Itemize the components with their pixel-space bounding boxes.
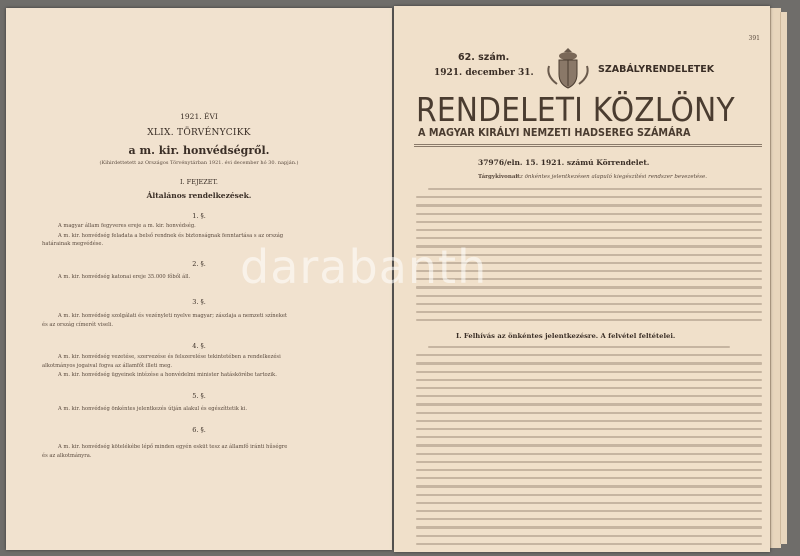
text-line <box>416 518 762 520</box>
section-4-text: alkotmányos jogaival fogva az államfőt illeti meg. <box>42 363 173 369</box>
text-line <box>428 346 730 348</box>
section-4-text: A m. kir. honvédség vezetése, szervezése és felszerelése tekintetében a rendelkezési <box>58 354 281 360</box>
section-4: 4. §. <box>192 342 206 350</box>
text-line <box>416 420 762 422</box>
promulgation-note: (Kihirdettetett az Országos Törvénytárban 1921. évi december hó 30. napján.) <box>99 160 299 166</box>
text-line <box>416 311 762 313</box>
text-line <box>416 485 762 487</box>
text-line <box>416 453 762 455</box>
section-6: 6. §. <box>192 426 206 434</box>
text-line <box>416 477 762 479</box>
section-2-text: A m. kir. honvédség katonai ereje 35.000 főből áll. <box>58 274 191 280</box>
text-line <box>416 362 762 364</box>
section-5: 5. §. <box>192 392 206 400</box>
page-number: 391 <box>748 35 760 42</box>
text-line <box>416 354 762 356</box>
text-line <box>416 526 762 528</box>
section-1-text: A magyar állam fegyveres ereje a m. kir. honvédség. <box>58 223 196 229</box>
chapter-number: I. FEJEZET. <box>179 178 218 186</box>
section-6-text: és az alkotmányra. <box>42 453 92 459</box>
section-1-text: határainak megvédése. <box>42 241 104 247</box>
text-line <box>416 395 762 397</box>
section-5-text: A m. kir. honvédség önkéntes jelentkezés útján alakul és egészíttetik ki. <box>58 406 247 412</box>
masthead-rule <box>414 144 762 145</box>
text-line <box>416 319 762 321</box>
text-line <box>416 494 762 496</box>
section-3-text: A m. kir. honvédség szolgálati és vezényleti nyelve magyar; zászlaja a nemzeti színeket <box>58 313 287 319</box>
page-stack-edge <box>780 12 787 544</box>
chapter-heading: I. Felhívás az önkéntes jelentkezésre. A felvétel feltételei. <box>456 332 676 340</box>
issue-date: 1921. december 31. <box>434 68 534 78</box>
text-line <box>416 428 762 430</box>
section-2: 2. §. <box>192 260 206 268</box>
text-line <box>416 229 762 231</box>
chapter-title: Általános rendelkezések. <box>146 191 252 200</box>
subject-text: Az önkéntes jelentkezésen alapuló kiegészítési rendszer bevezetése. <box>516 174 707 180</box>
section-6-text: A m. kir. honvédség kötelékébe lépő minden egyén esküt tesz az államfő iránti hűségre <box>58 444 288 450</box>
text-line <box>416 303 762 305</box>
subject-label: Tárgykivonat: <box>478 174 520 180</box>
masthead: RENDELETI KÖZLÖNY <box>416 90 735 129</box>
section-label: SZABÁLYRENDELETEK <box>598 64 715 75</box>
text-line <box>416 221 762 223</box>
issue-number: 62. szám. <box>458 52 510 63</box>
text-line <box>416 204 762 206</box>
text-line <box>416 461 762 463</box>
text-line <box>416 444 762 446</box>
text-line <box>416 510 762 512</box>
section-3-text: és az ország címerét viseli. <box>42 322 114 328</box>
text-line <box>416 387 762 389</box>
section-4-text: A m. kir. honvédség ügyeinek intézése a honvédelmi minister hatáskörébe tartozik. <box>58 372 277 378</box>
text-line <box>416 403 762 405</box>
text-line <box>416 295 762 297</box>
text-line <box>416 213 762 215</box>
section-1: 1. §. <box>192 212 206 220</box>
law-title: a m. kir. honvédségről. <box>128 144 270 157</box>
watermark: darabanth <box>240 240 488 294</box>
coat-of-arms-icon <box>544 46 592 90</box>
text-line <box>416 412 762 414</box>
text-line <box>416 502 762 504</box>
decree-title: 37976/eln. 15. 1921. számú Körrendelet. <box>478 158 650 167</box>
text-line <box>416 196 762 198</box>
text-line <box>416 371 762 373</box>
law-number: XLIX. TÖRVÉNYCIKK <box>147 128 251 138</box>
text-line <box>416 543 762 545</box>
text-line <box>428 188 762 190</box>
text-line <box>416 379 762 381</box>
law-year: 1921. ÉVI <box>180 112 218 121</box>
masthead-rule <box>414 146 762 147</box>
text-line <box>416 535 762 537</box>
section-3: 3. §. <box>192 298 206 306</box>
section-1-text: A m. kir. honvédség feladata a belső rendnek és biztonságnak fenntartása s az ország <box>58 233 284 239</box>
masthead-subtitle: A MAGYAR KIRÁLYI NEMZETI HADSEREG SZÁMÁRA <box>418 126 691 139</box>
text-line <box>416 469 762 471</box>
text-line <box>416 436 762 438</box>
